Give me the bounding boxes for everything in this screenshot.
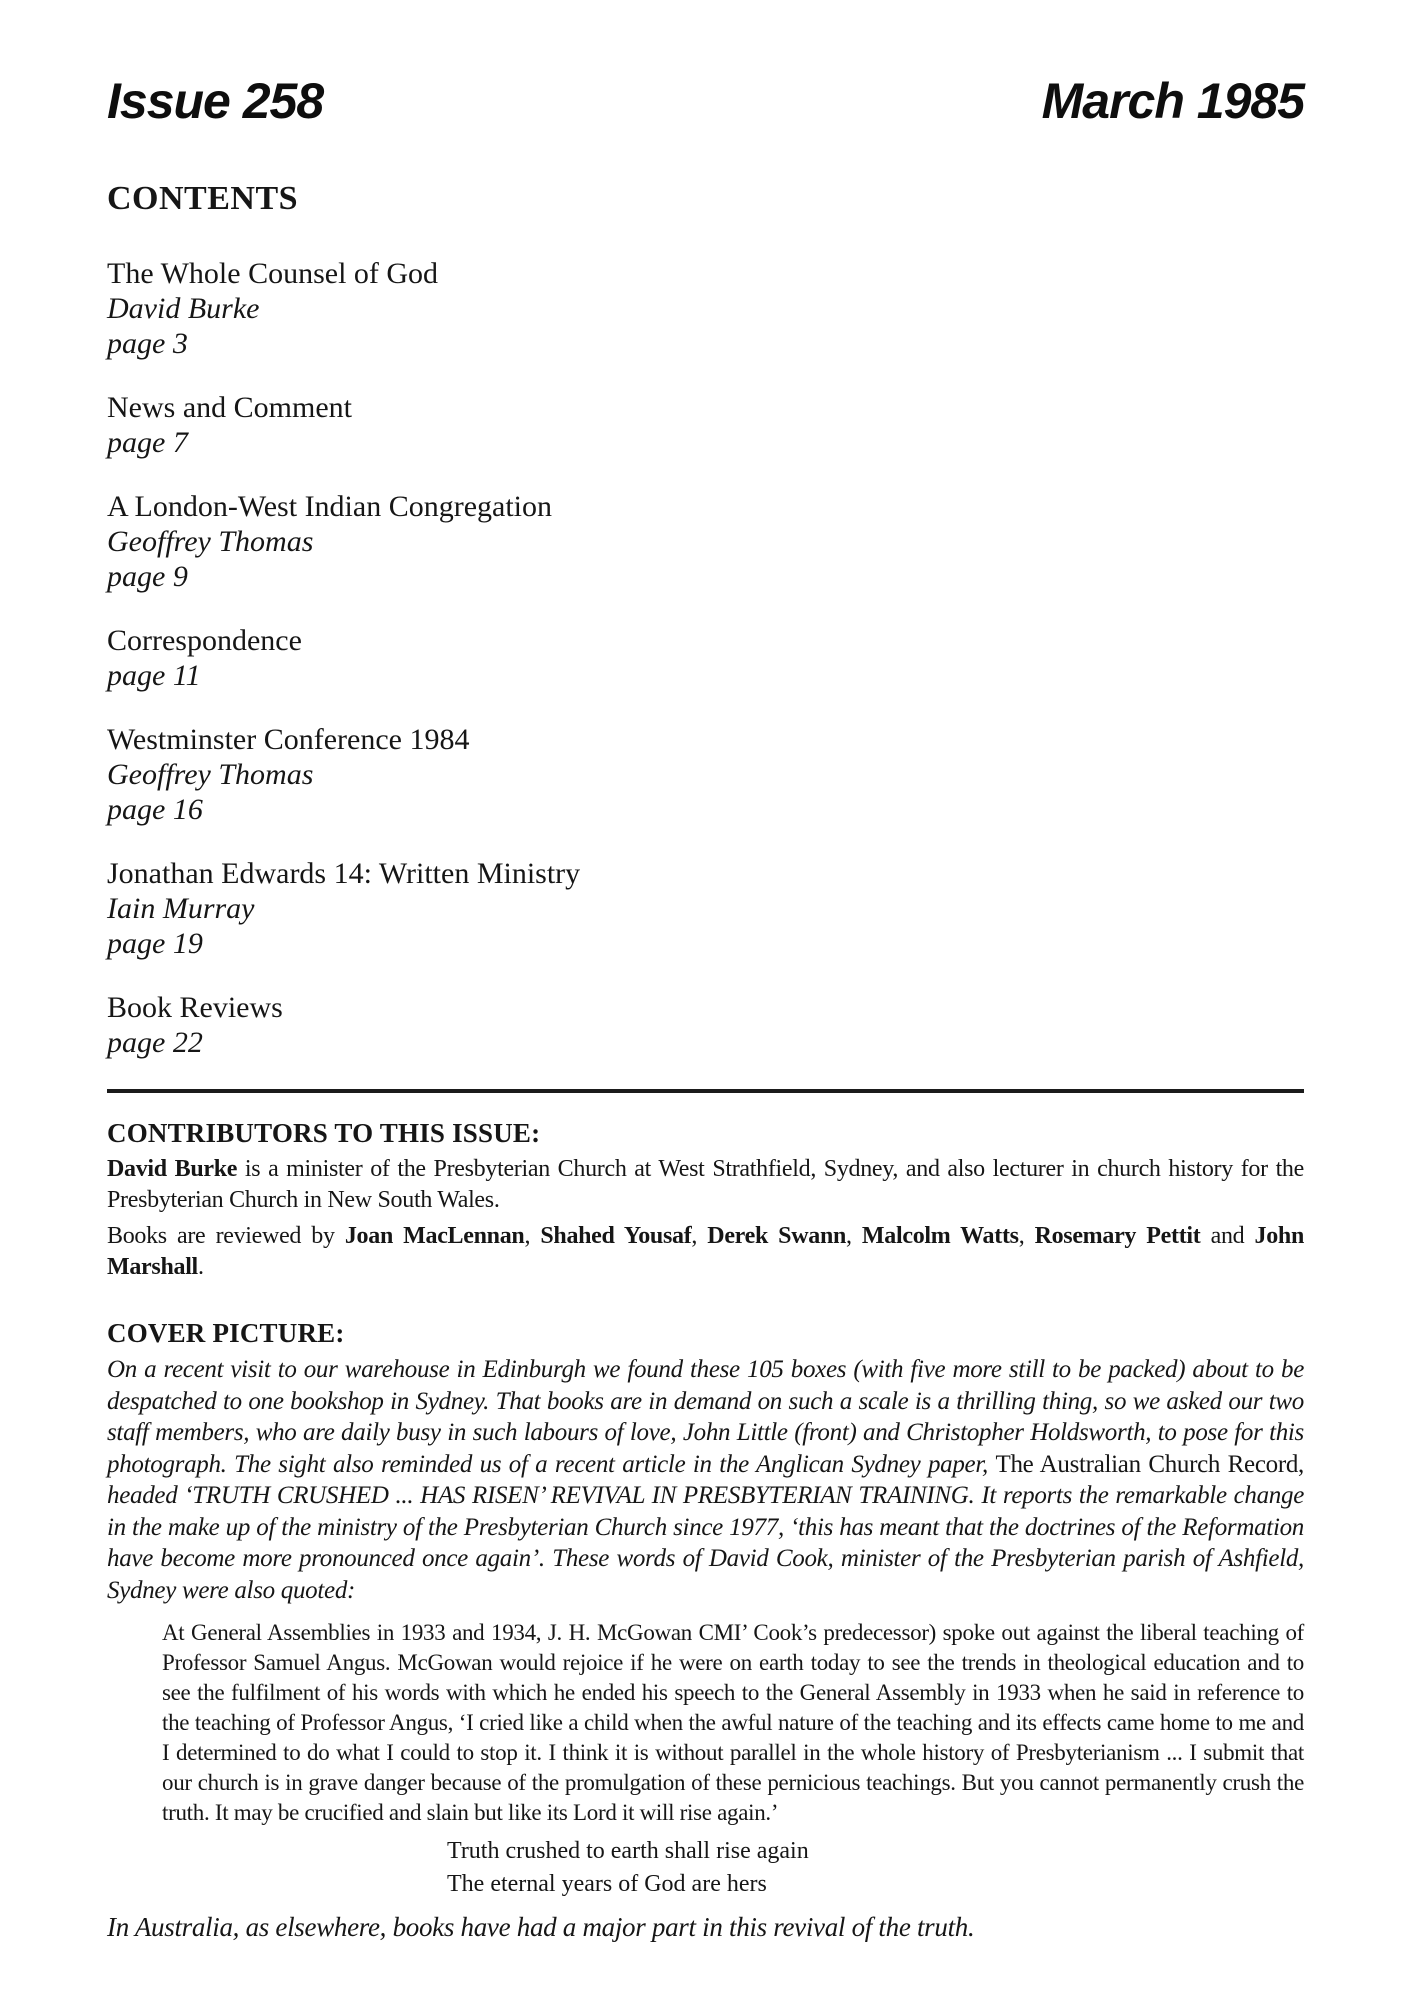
paragraph-text: ,: [524, 1223, 541, 1249]
toc-page: page 3: [107, 327, 188, 360]
masthead: [107, 72, 1304, 130]
toc-title: Westminster Conference 1984: [107, 723, 470, 756]
toc-author: Geoffrey Thomas: [107, 525, 314, 558]
block-quote: At General Assemblies in 1933 and 1934, J. H. McGowan CMI’ Cook’s predecessor) spoke out against the liberal teaching of Professor Samuel Angus. McGowan would rejoice if he were on earth today to see the trends in theological education and to see the fulfilment of his words with which he ended his speech to the General Assembly in 1933 when he said in reference to the teaching of Professor Angus, ‘I cried like a child when the awful nature of the teaching and its effects came home to me and I determined to do what I could to stop it. I think it is without parallel in the whole history of Presbyterianism ... I submit that our church is in grave danger because of the promulgation of these pernicious teachings. But you cannot permanently crush the truth. It may be crucified and slain but like its Lord it will rise again.’: [162, 1620, 1304, 1825]
paragraph-text: headed ‘TRUTH CRUSHED ... HAS RISEN’ REVIVAL IN PRESBYTERIAN TRAINING. It reports the remarkable change in the make up of the ministry of the Presbyterian Church since 1977, ‘this has meant that the doctrines of the Reformation have become more pronounced once again’. These words of David Cook, minister of the Presbyterian parish of Ashfield, Sydney were also quoted:: [107, 1482, 1304, 1604]
toc-entry: [107, 256, 1304, 361]
toc-title: News and Comment: [107, 391, 352, 424]
toc-title: A London-West Indian Congregation: [107, 490, 553, 523]
verse-line: Truth crushed to earth shall rise again: [447, 1838, 809, 1864]
toc-title: Book Reviews: [107, 991, 283, 1024]
toc-entry: [107, 623, 1304, 693]
toc-page: page 16: [107, 793, 203, 826]
issue-number: Issue 258: [107, 73, 324, 129]
toc-page: page 7: [107, 426, 188, 459]
toc-title: Jonathan Edwards 14: Written Ministry: [107, 857, 581, 890]
table-of-contents: [107, 256, 1304, 1060]
publication-name: The Australian Church Record,: [995, 1450, 1305, 1478]
contributor-name: David Burke: [107, 1156, 238, 1182]
cover-picture-heading: COVER PICTURE:: [107, 1318, 345, 1348]
contributors-paragraph-1: [107, 1154, 1304, 1216]
contents-heading: CONTENTS: [107, 180, 299, 217]
toc-page: page 9: [107, 560, 188, 593]
toc-page: page 19: [107, 927, 203, 960]
paragraph-text: .: [197, 1254, 204, 1280]
toc-entry: [107, 856, 1304, 961]
verse-line: The eternal years of God are hers: [447, 1871, 767, 1897]
issue-date: March 1985: [1041, 73, 1304, 129]
paragraph-text: is a minister of the Presbyterian Church at West Strathfield, Sydney, and also lecturer in church history for the Presbyterian Church in New South Wales.: [107, 1156, 1304, 1213]
paragraph-text: On a recent visit to our warehouse in Edinburgh we found these 105 boxes (with five more still to be packed) about to be despatched to one bookshop in Sydney. That books are in demand on such a scale is a thrilling thing, so we asked our two staff members, who are daily busy in such labours of love, John Little (front) and Christopher Holdsworth, to pose for this photograph. The sight also reminded us of a recent article in the Anglican Sydney paper,: [107, 1356, 1304, 1478]
reviewer-name: Shahed Yousaf: [540, 1223, 692, 1249]
toc-author: Iain Murray: [107, 892, 255, 925]
toc-page: page 22: [107, 1026, 203, 1059]
toc-title: Correspondence: [107, 624, 302, 657]
toc-entry: [107, 489, 1304, 594]
toc-author: David Burke: [107, 292, 260, 325]
paragraph-text: and: [1200, 1223, 1255, 1249]
toc-author: Geoffrey Thomas: [107, 758, 314, 791]
contributors-paragraph-2: [107, 1221, 1304, 1283]
reviewer-name: Derek Swann: [707, 1223, 847, 1249]
section-divider: [107, 1089, 1304, 1093]
toc-entry: [107, 390, 1304, 460]
paragraph-text: ,: [846, 1223, 862, 1249]
toc-title: The Whole Counsel of God: [107, 257, 439, 290]
reviewer-name: Rosemary Pettit: [1034, 1223, 1201, 1249]
paragraph-text: ,: [1018, 1223, 1035, 1249]
reviewer-name: Malcolm Watts: [861, 1223, 1019, 1249]
reviewer-name: Joan MacLennan: [344, 1223, 525, 1249]
toc-entry: [107, 722, 1304, 827]
paragraph-text: Books are reviewed by: [107, 1223, 345, 1249]
toc-entry: [107, 990, 1304, 1060]
paragraph-text: ,: [691, 1223, 708, 1249]
toc-page: page 11: [107, 659, 201, 692]
contributors-heading: CONTRIBUTORS TO THIS ISSUE:: [107, 1118, 541, 1148]
closing-line: In Australia, as elsewhere, books have had a major part in this revival of the truth.: [107, 1912, 975, 1942]
contributors-section: [107, 1117, 1304, 1283]
cover-picture-section: [107, 1317, 1304, 1606]
verse: [447, 1835, 1304, 1901]
reviewer-name: John Marshall: [107, 1223, 1305, 1280]
cover-picture-paragraph: [107, 1354, 1304, 1606]
